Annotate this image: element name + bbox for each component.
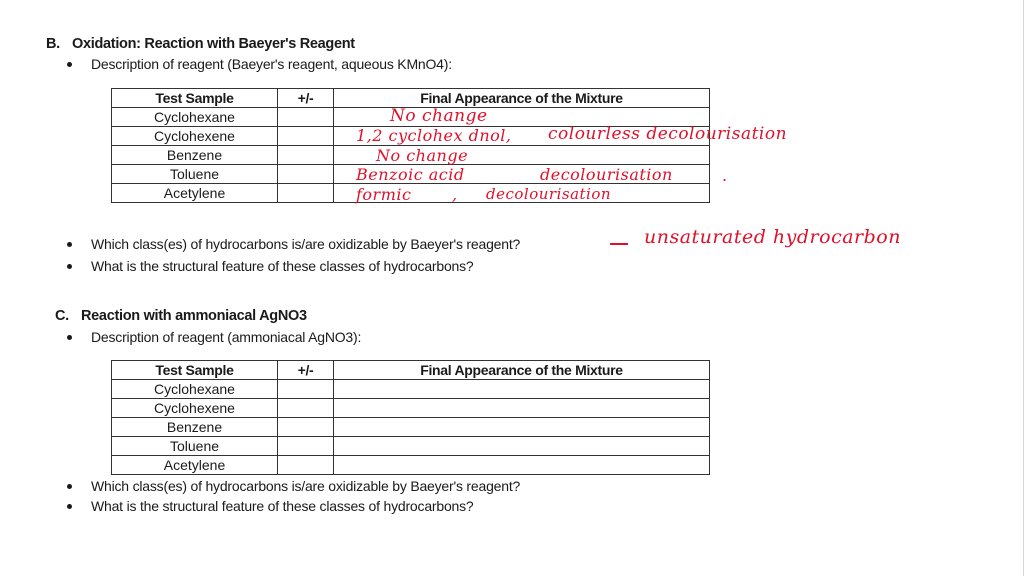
section-b-description-text: Description of reagent (Baeyer's reagent, aqueous KMnO4):: [91, 56, 452, 72]
sample-cell: Cyclohexene: [112, 127, 278, 146]
sample-cell: Cyclohexene: [112, 399, 278, 418]
result-cell[interactable]: [278, 184, 334, 203]
header-plus-minus: +/-: [278, 361, 334, 380]
sample-cell: Toluene: [112, 165, 278, 184]
sample-cell: Toluene: [112, 437, 278, 456]
table-header-row: [112, 89, 710, 108]
bullet-icon: [67, 62, 72, 67]
section-b-heading: [46, 36, 355, 52]
handwriting-answer: unsaturated hydrocarbon: [644, 226, 901, 248]
section-b-question2-text: What is the structural feature of these classes of hydrocarbons?: [91, 258, 474, 274]
section-c-heading: [55, 308, 307, 324]
handwriting-row4b: decolourisation: [540, 165, 673, 184]
section-c-question1-text: Which class(es) of hydrocarbons is/are oxidizable by Baeyer's reagent?: [91, 478, 521, 494]
header-test-sample: Test Sample: [112, 89, 278, 108]
section-b-question2: [67, 258, 474, 274]
sample-cell: Acetylene: [112, 184, 278, 203]
bullet-icon: [67, 504, 72, 509]
result-cell[interactable]: [278, 437, 334, 456]
result-cell[interactable]: [278, 380, 334, 399]
handwriting-row4c: .: [722, 166, 728, 185]
result-cell[interactable]: [278, 165, 334, 184]
appearance-cell[interactable]: [334, 399, 710, 418]
header-plus-minus: +/-: [278, 89, 334, 108]
appearance-cell[interactable]: [334, 418, 710, 437]
sample-cell: Benzene: [112, 146, 278, 165]
section-b-label: B.: [46, 36, 60, 52]
appearance-cell[interactable]: [334, 456, 710, 475]
section-c-title: Reaction with ammoniacal AgNO3: [81, 308, 307, 324]
sample-cell: Cyclohexane: [112, 108, 278, 127]
section-c-question1: [67, 478, 520, 494]
table-row: [112, 380, 710, 399]
section-c-question2: [67, 498, 474, 514]
appearance-cell[interactable]: [334, 380, 710, 399]
section-b-question1: [67, 236, 520, 252]
table-row: [112, 456, 710, 475]
section-b-description: [67, 56, 452, 72]
section-c-description-text: Description of reagent (ammoniacal AgNO3):: [91, 329, 362, 345]
result-cell[interactable]: [278, 418, 334, 437]
result-cell[interactable]: [278, 456, 334, 475]
handwriting-row2b: colourless decolourisation: [548, 124, 788, 144]
handwriting-row5c: decolourisation: [486, 185, 612, 203]
handwriting-dash: [610, 243, 628, 245]
handwriting-row3: No change: [376, 146, 469, 165]
section-c-description: [67, 329, 361, 345]
section-c-question2-text: What is the structural feature of these classes of hydrocarbons?: [91, 498, 474, 514]
sample-cell: Cyclohexane: [112, 380, 278, 399]
table-header-row: [112, 361, 710, 380]
result-cell[interactable]: [278, 127, 334, 146]
table-row: [112, 437, 710, 456]
table-row: [112, 399, 710, 418]
handwriting-row2a: 1,2 cyclohex dnol,: [356, 126, 512, 145]
handwriting-row4a: Benzoic acid: [356, 165, 465, 184]
header-final-appearance: Final Appearance of the Mixture: [334, 89, 710, 108]
section-b-question1-text: Which class(es) of hydrocarbons is/are oxidizable by Baeyer's reagent?: [91, 236, 521, 252]
table-row: [112, 418, 710, 437]
result-cell[interactable]: [278, 108, 334, 127]
result-cell[interactable]: [278, 146, 334, 165]
handwriting-row5a: formic: [356, 185, 412, 204]
section-c-label: C.: [55, 308, 69, 324]
header-final-appearance: Final Appearance of the Mixture: [334, 361, 710, 380]
handwriting-row1: No change: [390, 106, 488, 126]
section-c-table: [111, 360, 710, 475]
section-b-title: Oxidation: Reaction with Baeyer's Reagent: [72, 36, 355, 52]
sample-cell: Benzene: [112, 418, 278, 437]
bullet-icon: [67, 264, 72, 269]
appearance-cell[interactable]: [334, 437, 710, 456]
bullet-icon: [67, 242, 72, 247]
bullet-icon: [67, 335, 72, 340]
header-test-sample: Test Sample: [112, 361, 278, 380]
result-cell[interactable]: [278, 399, 334, 418]
bullet-icon: [67, 484, 72, 489]
sample-cell: Acetylene: [112, 456, 278, 475]
handwriting-row5b: ,: [452, 185, 458, 204]
